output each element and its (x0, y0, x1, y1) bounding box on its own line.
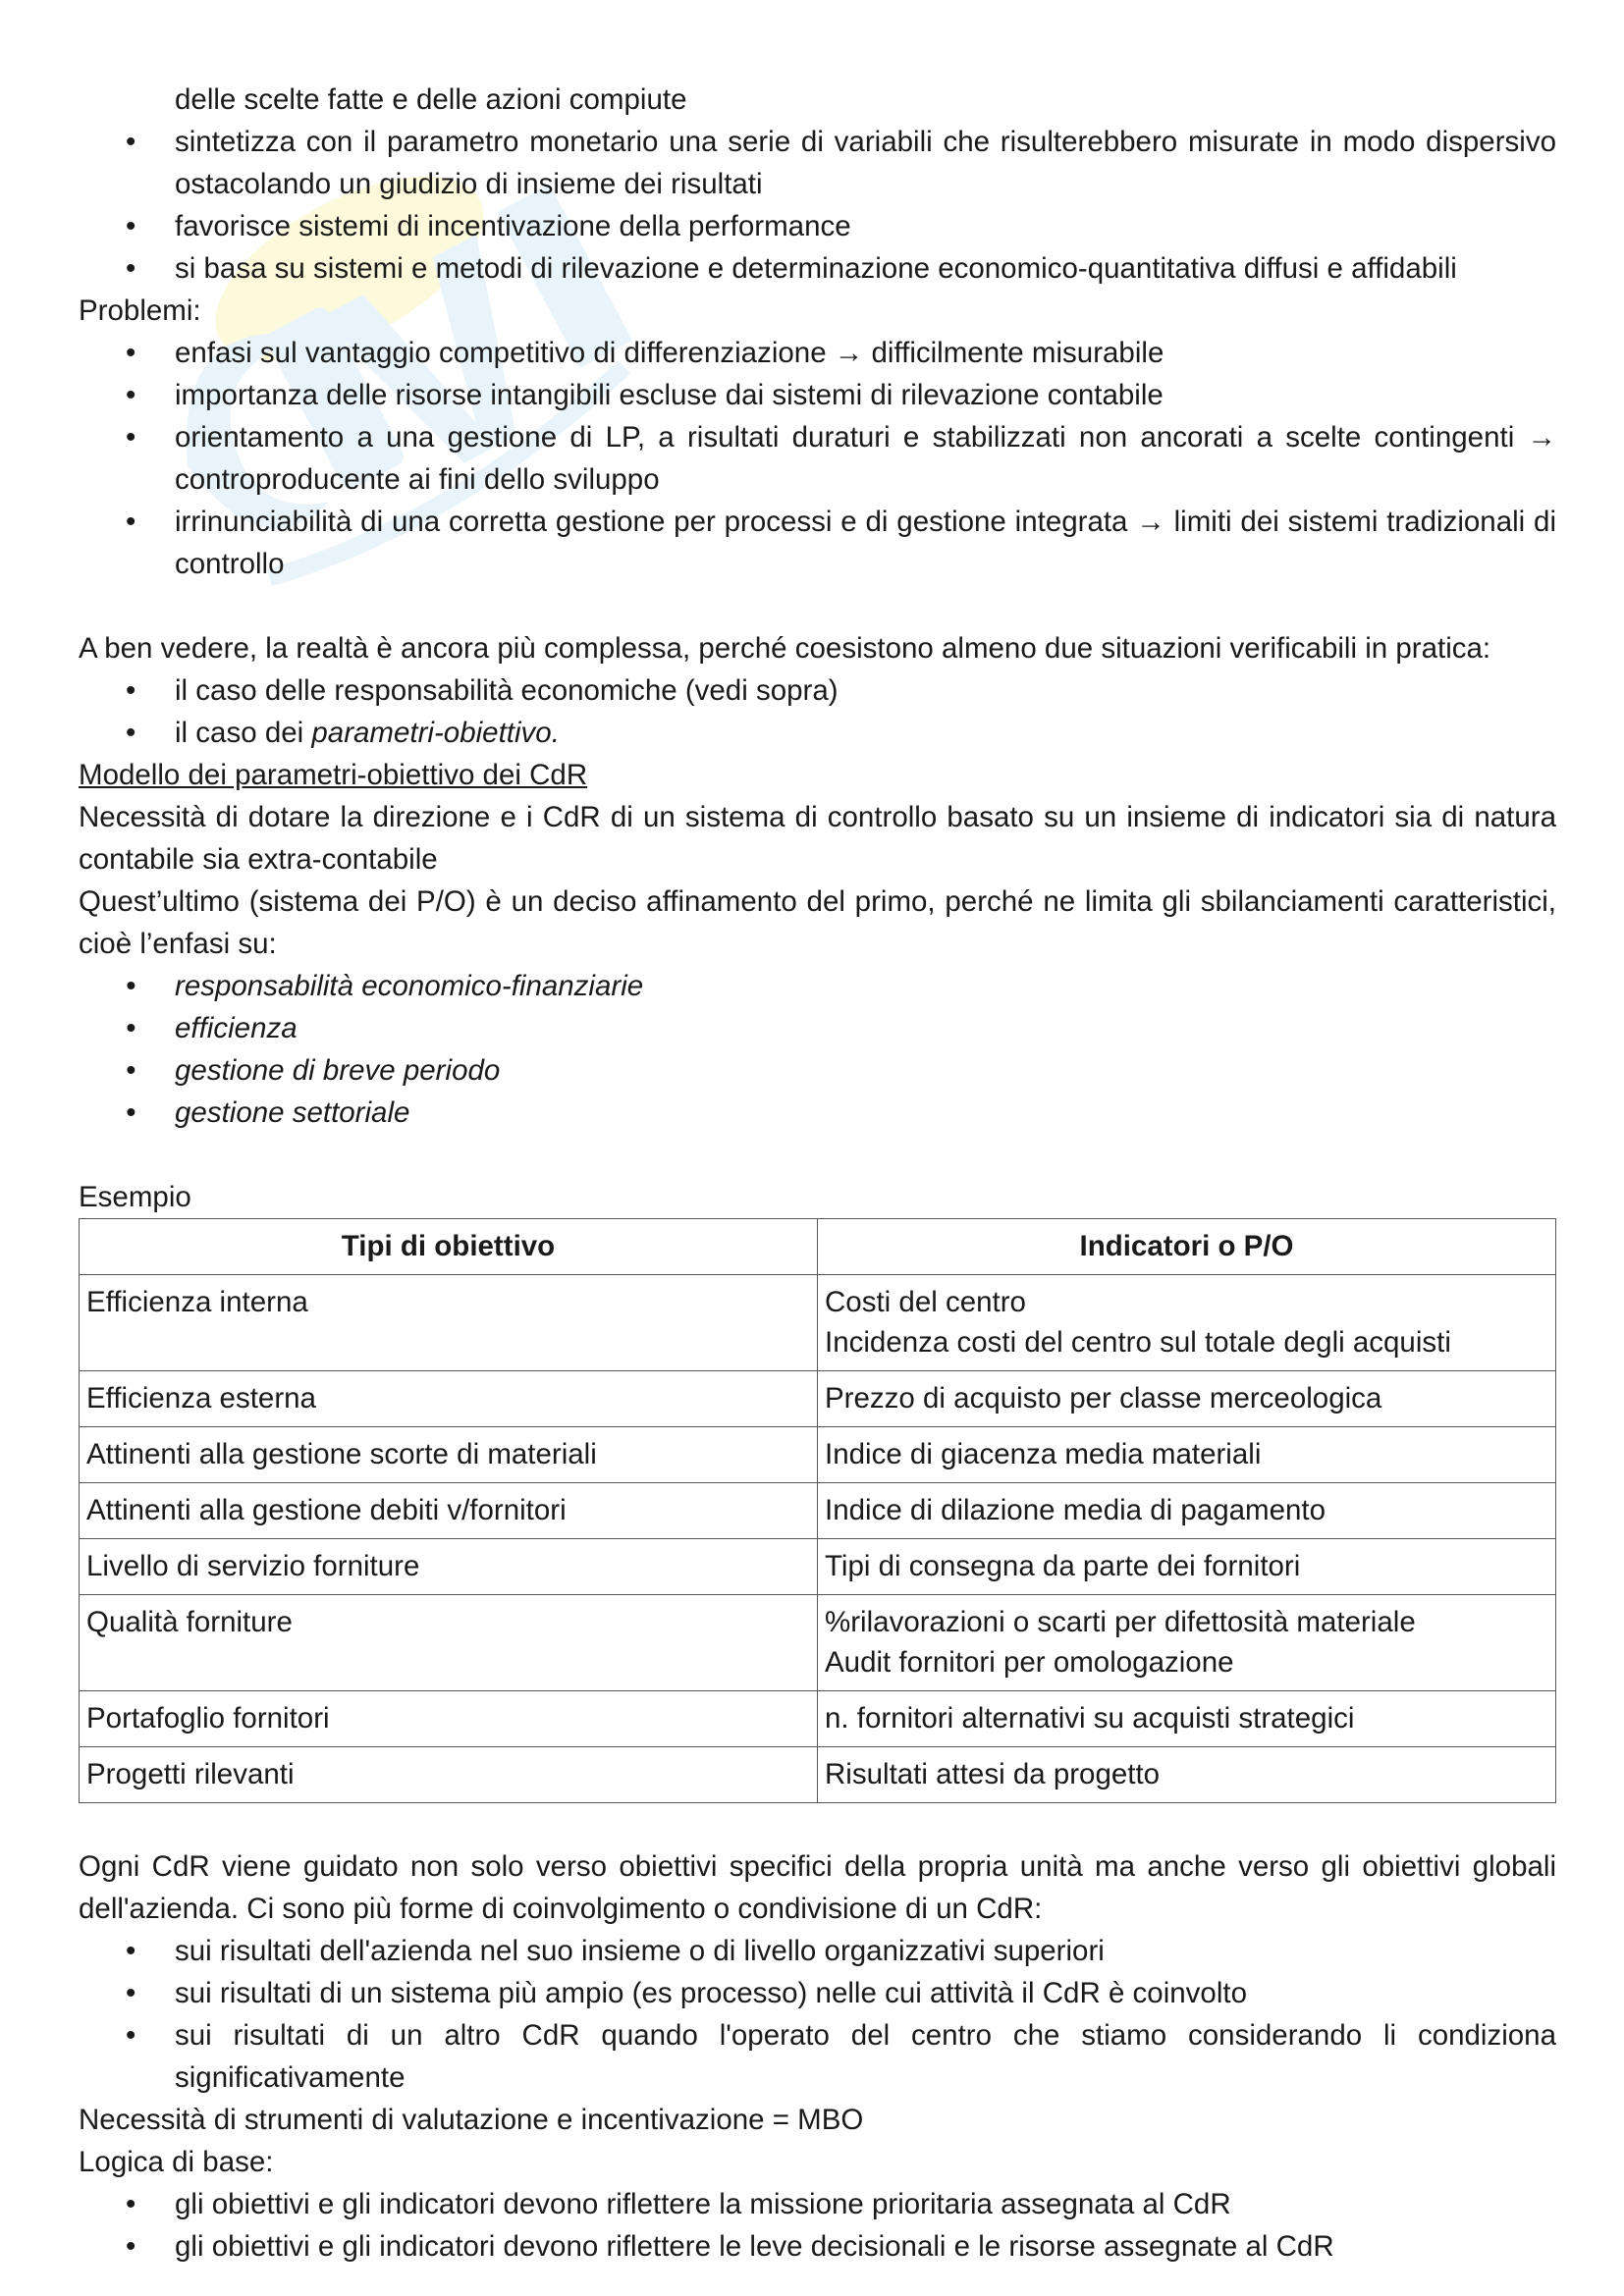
list-item: • irrinunciabilità di una corretta gestione per processi e di gestione integrata → limiti dei sistemi tradizionali di controllo (79, 501, 1556, 585)
table-row (80, 1539, 1556, 1595)
list-item: • gestione di breve periodo (79, 1049, 1556, 1092)
list-item: • si basa su sistemi e metodi di rilevazione e determinazione economico-quantitativa diffusi e affidabili (79, 247, 1556, 290)
table-row (80, 1275, 1556, 1371)
emphasis-list (79, 965, 1556, 1134)
example-label: Esempio (79, 1181, 191, 1213)
indicator-cell: Indice di dilazione media di pagamento (818, 1483, 1556, 1539)
table-row (80, 1371, 1556, 1427)
problems-label: Problemi: (79, 294, 201, 327)
indicator-cell: n. fornitori alternativi su acquisti strategici (818, 1691, 1556, 1747)
indicator-line: %rilavorazioni o scarti per difettosità materiale (825, 1606, 1416, 1638)
table-row (80, 1483, 1556, 1539)
guidance-list (79, 1930, 1556, 2099)
list-item: • il caso delle responsabilità economiche (vedi sopra) (79, 669, 1556, 712)
indicator-cell (818, 1275, 1556, 1371)
logic-list (79, 2183, 1556, 2268)
objective-type-cell: Livello di servizio forniture (80, 1539, 818, 1595)
list-item: • enfasi sul vantaggio competitivo di differenziazione → difficilmente misurabile (79, 332, 1556, 374)
guidance-paragraph: Ogni CdR viene guidato non solo verso obiettivi specifici della propria unità ma anche verso gli obiettivi globali dell'azienda. Ci sono più forme di coinvolgimento o condivisione di un CdR: (79, 1850, 1556, 1925)
objectives-table (79, 1218, 1556, 1803)
indicator-cell: Risultati attesi da progetto (818, 1747, 1556, 1803)
problems-list (79, 332, 1556, 585)
objective-type-cell: Efficienza interna (80, 1275, 818, 1371)
list-item: • gli obiettivi e gli indicatori devono riflettere la missione prioritaria assegnata al CdR (79, 2183, 1556, 2225)
list-item: • responsabilità economico-finanziarie (79, 965, 1556, 1007)
bullet-prefix: il caso dei (175, 717, 312, 749)
intro-continuation: delle scelte fatte e delle azioni compiute (175, 83, 687, 116)
list-item: • efficienza (79, 1007, 1556, 1049)
objective-type-cell: Portafoglio fornitori (80, 1691, 818, 1747)
table-row (80, 1691, 1556, 1747)
indicator-cell: Indice di giacenza media materiali (818, 1427, 1556, 1483)
model-paragraph-2: Quest’ultimo (sistema dei P/O) è un deciso affinamento del primo, perché ne limita gli sbilanciamenti caratteristici, cioè l’enfasi su: (79, 885, 1556, 960)
list-item: • sui risultati dell'azienda nel suo insieme o di livello organizzativi superiori (79, 1930, 1556, 1972)
list-item (79, 712, 1556, 754)
list-item: • orientamento a una gestione di LP, a risultati duraturi e stabilizzati non ancorati a scelte contingenti → controproducente ai fini dello sviluppo (79, 416, 1556, 501)
objective-type-cell: Progetti rilevanti (80, 1747, 818, 1803)
list-item: • sui risultati di un altro CdR quando l'operato del centro che stiamo considerando li condiziona significativamente (79, 2014, 1556, 2099)
bullet-italic: parametri-obiettivo. (311, 717, 560, 749)
list-item: • importanza delle risorse intangibili escluse dai sistemi di rilevazione contabile (79, 374, 1556, 416)
indicator-line: Incidenza costi del centro sul totale degli acquisti (825, 1326, 1451, 1359)
objective-type-cell: Efficienza esterna (80, 1371, 818, 1427)
list-item: • gestione settoriale (79, 1092, 1556, 1134)
model-heading: Modello dei parametri-obiettivo dei CdR (79, 759, 588, 791)
mbo-line: Necessità di strumenti di valutazione e incentivazione = MBO (79, 2104, 864, 2136)
reality-paragraph: A ben vedere, la realtà è ancora più complessa, perché coesistono almeno due situazioni verificabili in pratica: (79, 632, 1491, 665)
objective-type-cell: Attinenti alla gestione debiti v/fornitori (80, 1483, 818, 1539)
logic-label: Logica di base: (79, 2146, 274, 2178)
indicator-cell: Prezzo di acquisto per classe merceologica (818, 1371, 1556, 1427)
reality-list (79, 669, 1556, 754)
indicator-cell (818, 1595, 1556, 1691)
list-item: • favorisce sistemi di incentivazione della performance (79, 205, 1556, 247)
objective-type-cell: Qualità forniture (80, 1595, 818, 1691)
document-page (79, 79, 1556, 2268)
table-row (80, 1427, 1556, 1483)
column-header: Indicatori o P/O (818, 1219, 1556, 1275)
indicator-line: Costi del centro (825, 1286, 1026, 1318)
model-paragraph-1: Necessità di dotare la direzione e i CdR di un sistema di controllo basato su un insieme di indicatori sia di natura contabile sia extra-contabile (79, 801, 1556, 876)
list-item: • gli obiettivi e gli indicatori devono riflettere le leve decisionali e le risorse assegnate al CdR (79, 2225, 1556, 2268)
table-header-row (80, 1219, 1556, 1275)
list-item: • sintetizza con il parametro monetario una serie di variabili che risulterebbero misurate in modo dispersivo ostacolando un giudizio di insieme dei risultati (79, 121, 1556, 205)
objective-type-cell: Attinenti alla gestione scorte di materiali (80, 1427, 818, 1483)
table-row (80, 1747, 1556, 1803)
indicator-line: Audit fornitori per omologazione (825, 1646, 1234, 1679)
intro-list (79, 121, 1556, 290)
table-row (80, 1595, 1556, 1691)
indicator-cell: Tipi di consegna da parte dei fornitori (818, 1539, 1556, 1595)
column-header: Tipi di obiettivo (80, 1219, 818, 1275)
list-item: • sui risultati di un sistema più ampio (es processo) nelle cui attività il CdR è coinvolto (79, 1972, 1556, 2014)
